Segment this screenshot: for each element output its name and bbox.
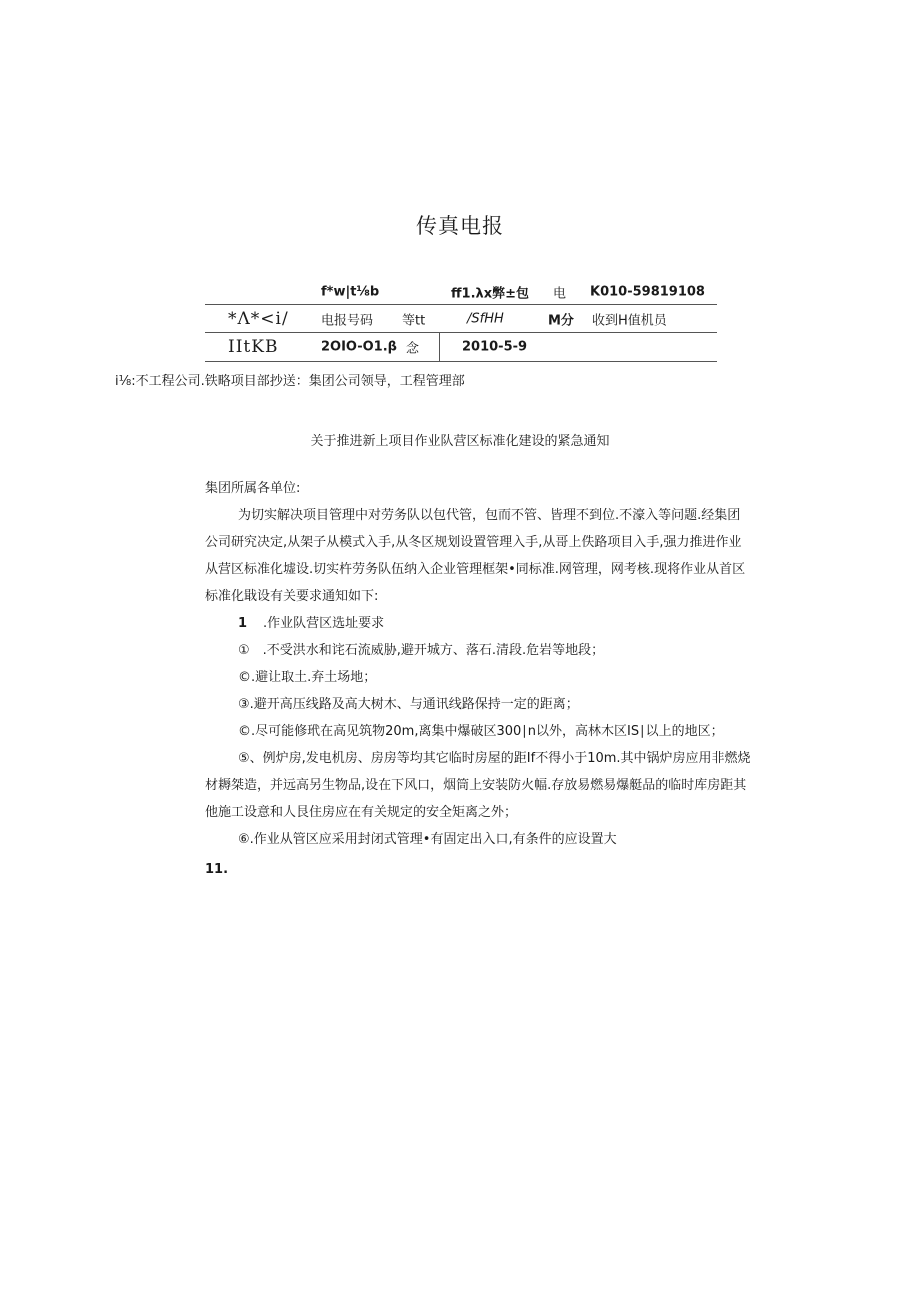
header-r3-c3: 2010-5-9 [462, 339, 528, 355]
header-row-2 [205, 305, 717, 333]
recipients-line: i⅛:不工程公司.铁略项目部抄送：集团公司领导，工程管理部 [115, 374, 465, 389]
header-r1-c2: ff1.λx弊±包 [451, 286, 530, 302]
header-row-3 [205, 333, 717, 362]
requirement-item: ① .不受洪水和诧石流威胁,避开城方、落石.清段.危岩等地段； [238, 643, 605, 658]
header-r2-c1: 电报号码 [321, 313, 374, 328]
section-title: .作业队营区选址要求 [263, 616, 385, 631]
header-r2-c4: M分 [548, 313, 574, 328]
paragraph-line: 为切实解决项目管理中对劳务队以包代管，包而不管、皆理不到位.不濠入等问题.经集团 [238, 508, 741, 523]
header-column-divider [439, 333, 440, 361]
requirement-item: ⑤、例炉房,发电机房、房房等均其它临时房屋的距If不得小于10m.其中锅炉房应用非燃烧 [238, 751, 751, 766]
notice-body [205, 475, 825, 853]
header-r2-c5: 收到H值机员 [592, 313, 667, 328]
header-r3-c2: 念 [406, 341, 420, 357]
section-heading [205, 610, 825, 637]
requirement-item-continued: 材耨桀造，并远高另生物品,设在下风口，烟筒上安装防火幅.存放易燃易爆艇品的临时库房距其 [205, 778, 747, 793]
requirement-item-continued: 他施工设意和人艮住房应在有关规定的安全矩离之外； [205, 805, 518, 820]
header-r2-c3: /SfHH [467, 311, 504, 326]
header-r1-c3: 电 [553, 286, 567, 302]
telegram-header-table [205, 280, 717, 362]
header-r2-c2: 等tt [402, 313, 426, 328]
paragraph-line: 标准化戢设有关要求通知如下: [205, 589, 379, 604]
trailing-number: 11. [205, 862, 229, 877]
salutation: 集团所属各单位: [205, 481, 301, 496]
header-r1-c4: K010-59819108 [590, 284, 705, 300]
requirement-item: ©.避让取土.弃土场地； [238, 670, 377, 685]
header-r3-c1: 2OIO-O1.β [321, 339, 397, 355]
requirement-item: ©.尽可能修玳在高见筑物20m,离集中爆破区300∣n以外，高林木区IS∣以上的地区； [238, 724, 724, 739]
header-r3-c0: IItKB [228, 337, 279, 357]
requirement-item: ③.避开高压线路及高大树木、与通讯线路保持一定的距离； [238, 697, 579, 712]
notice-subject: 关于推进新上项目作业队营区标准化建设的紧急通知 [310, 434, 610, 449]
paragraph-line: 公司研究决定,从架子从模式入手,从冬区规划设置管理入手,从哥上佚路项目入手,强力推进作业 [205, 535, 742, 550]
header-r1-c1: f*w|t⅛b [321, 284, 380, 300]
requirement-item: ⑥.作业从管区应采用封闭式管理•有固定出入口,有条件的应设置大 [238, 832, 617, 847]
header-r2-c0: *Λ*<i/ [228, 308, 289, 329]
header-row-1 [205, 280, 717, 305]
section-number: 1 [238, 616, 248, 631]
paragraph-line: 从营区标准化墟设.切实杵劳务队伍纳入企业管理框架•同标准.网管理，网考核.现将作业从首区 [205, 562, 746, 577]
page-title: 传真电报 [416, 214, 504, 238]
